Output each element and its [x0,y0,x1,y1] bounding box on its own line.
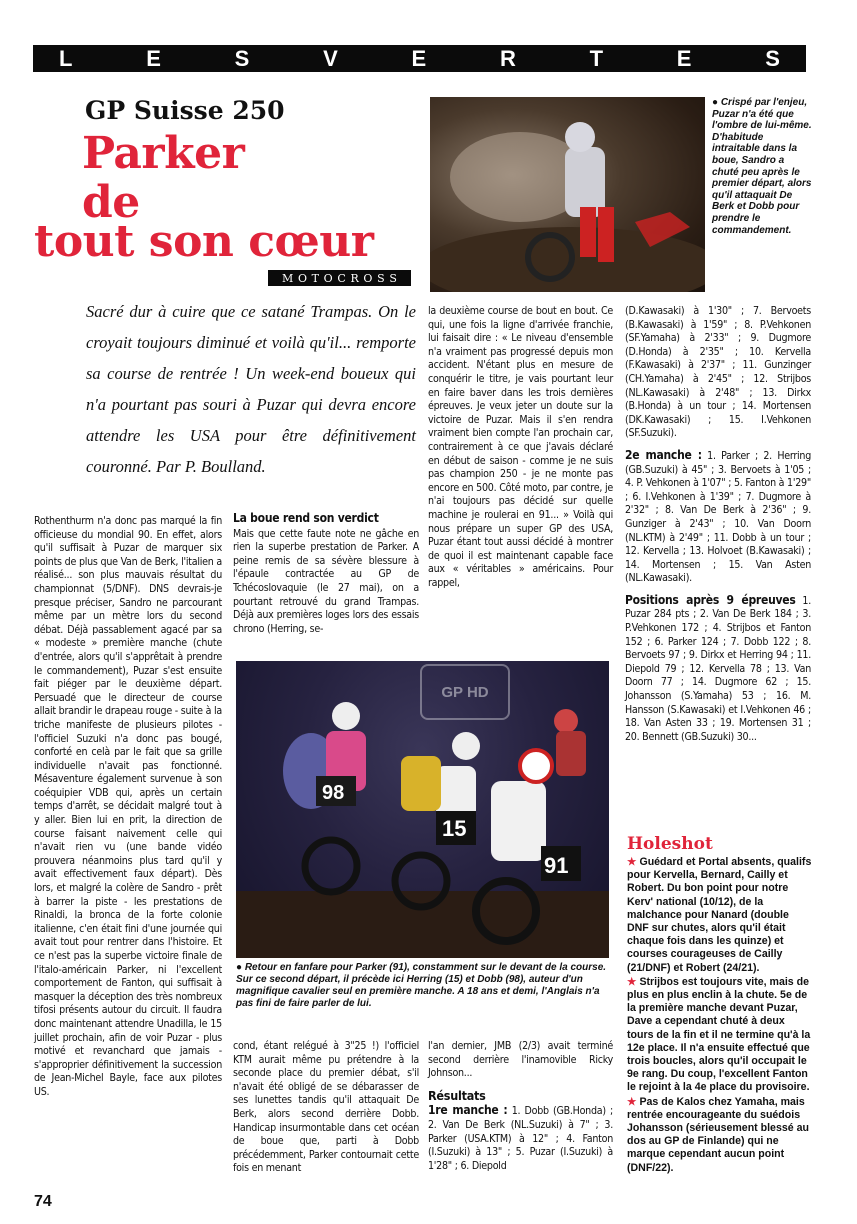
article-intro: Sacré dur à cuire que ce satané Trampas. On le croyait toujours diminué et voilà qu'il... remporte sa course de rentrée ! Un week-end boueux qui n'a pourtant pas souri à Puzar qui devra encore attendre les USA pour être définitivement couronné. Par P. Boulland. [86,302,416,476]
holeshot-text: Strijbos est toujours vite, mais de plus en plus enclin à la chute. 5e de la première manche devant Puzar, Dave a cependant chuté à deux tours de la fin et il ne termine qu'à la 12e place. Il n'a ensuite effectué que trois boucles, alors qu'il occupait le 9e rang. Du coup, l'excellent Fanton le rejoint à la 4e place du provisoire. [627,975,811,1094]
holeshot-item [627,1096,813,1175]
manche1-continued: (D.Kawasaki) à 1'30" ; 7. Bervoets (B.Kawasaki) à 1'59" ; 8. P.Vehkonen (SF.Yamaha) à 2'33" ; 9. Dugmore (D.Honda) à 2'35" ; 10. Kervella (F.Kawasaki) à 2'37" ; 11. Gunzinger (CH.Yamaha) à 2'45" ; 12. Strijbos (NL.Kawasaki) à 2'48" ; 13. Dirkx (B.Honda) à un tour ; 14. Mortensen (DK.Kawasaki) ; 15. I.Vehkonen (SF.Suzuki). [625,305,811,440]
rubric-letter: O [323,271,333,285]
rubric-letter: M [282,271,294,285]
headline-line-2: de [82,177,140,228]
results-heading: Résultats [428,1087,486,1103]
holeshot-text: Guédard et Portal absents, qualifs pour Kervella, Bernard, Cailly et Robert. Du bon point pour notre Kerv' national (10/12), de la malchance pour Nanard (double DNF sur chutes, alors qu'il était chaque fois dans les quinze) et courses courageuses de Cailly (21/DNF) et Robert (24/21). [627,856,812,974]
column-text: Mais que cette faute note ne gâche en rien la superbe prestation de Parker. A peine remis de sa sévère blessure à l'épaule contractée au GP de Tchécoslovaquie (le 27 mai), on a pourtant retrouvé du grand Trampas. Déjà aux premières loges lors des essais chrono (Herring, se- [233,527,419,635]
section-subhead: La boue rend son verdict [233,511,379,525]
section-letter: E [676,45,692,71]
rubric-letter: O [297,271,307,285]
holeshot-text: Pas de Kalos chez Yamaha, mais rentrée encourageante du suédois Johansson (sérieusement blessé au dos au GP de Finlande) qui ne marque cependant aucun point (DNF/22). [627,1095,809,1174]
star-icon: ★ [627,975,637,988]
svg-text:91: 91 [544,853,569,878]
article-column-2-continued: cond, étant relégué à 3"25 !) l'officiel KTM aurait même pu prétendre à la seconde place du premier débat, s'il n'avait été obligé de se débarasser de ses lunettes tandis qu'il attaquait De Berk, alors second derrière Dobb. Handicap insurmontable dans cet océan de boue que, parti à Dobb précédemment, Parker contournait cette fois en menant [233,1040,419,1175]
manche1-label: 1re manche : [428,1103,508,1118]
section-letter: R [499,45,516,71]
photo-caption-2: ● Retour en fanfare pour Parker (91), constamment sur le devant de la course. Sur ce second départ, il précède ici Herring (15) et Dobb (98), auteur d'un magnifique cavalier seul en première manche. A 18 ans et demi, l'Anglais n'a pas fini de faire parler de lui. [236,962,607,1009]
rubric-letter: C [337,271,346,285]
article-kicker: GP Suisse 250 [85,96,285,125]
rubric-letter: O [363,271,373,285]
article-column-3: la deuxième course de bout en bout. Ce qui, une fois la ligne d'arrivée franchie, lui faisait dire : « Le niveau d'ensemble n'a vraiment pas progressé depuis mon accident. N'étant plus en mesure de conquérir le titre, je vais pourtant leur en faire baver dans les trois dernières épreuves. Je veux jeter un doute sur la victoire de Puzar. Mais il s'en rendra vraiment bien compte l'an prochain car, contrairement à ce que j'avais déclaré en début de saison - comme je ne suis pas champion 250 - je ne monte pas encore en 500. Côté moto, par contre, je n'ai toujours pas décidé sur quelle machine je roulerai en 91... » Voilà qui nous prépare un super GP des USA, Puzar étant tout aussi décidé à montrer de quoi il est maintenant capable face aux « véritables » américains. Pour rappel, [428,305,613,589]
page-number: 74 [34,1193,52,1210]
section-letter: S [765,45,780,71]
manche2-text: 1. Parker ; 2. Herring (GB.Suzuki) à 45" ; 3. Bervoets à 1'05 ; 4. P. Vehkonen à 1'07" ; 5. Fanton à 1'29" ; 6. I.Vehkonen à 1'39" ; 7. Dugmore à 2'32" ; 8. Van De Berk à 2'36" ; 9. Gunziger à 2'43" ; 10. Van Doorn (NL.KTM) à 2'49" ; 11. Dobb à un tour ; 12. Kervella ; 13. Holvoet (B.Kawasaki) ; 14. Mortensen ; 15. Van Asten (NL.Kawasaki). [625,449,811,585]
caption-text: Crispé par l'enjeu, Puzar n'a été que l'ombre de lui-même. D'habitude intraitable dans la boue, Sandro a chuté peu après le premier départ, alors qu'il attaquait De Berk et Dobb pour prendre le commandement. [712,97,812,236]
star-icon: ★ [627,1095,637,1108]
holeshot-item [627,856,813,975]
photo-caption-1: ● Crispé par l'enjeu, Puzar n'a été que l'ombre de lui-même. D'habitude intraitable dans la boue, Sandro a chuté peu après le premier départ, alors qu'il attaquait De Berk et Dobb pour prendre le commandement. [712,97,812,236]
column-text: l'an dernier, JMB (2/3) avait terminé second derrière l'inamovible Ricky Johnson... [428,1040,613,1080]
article-column-2 [233,512,419,636]
article-column-1: Rothenthurm n'a donc pas marqué la fin officieuse du mondial 90. En effet, alors qu'il suffisait à Puzar de marquer six points de plus que Van de Berk, l'italien a réalisé... son plus mauvais résultat du championnat (5/DNF). DNS devrais-je presque préciser, Sandro ne parcourant même par un mètre lors du second débat. Déjà passablement agacé par sa « modeste » première manche (chute d'entrée, alors qu'il s'apprêtait à prendre le commandement), Puzar s'est ensuite fait piéger par le deuxième départ. Persuadé que le directeur de course allait brandir le drapeau rouge - suite à la triche manifeste de plusieurs pilotes - l'officiel Suzuki n'a donc pas bougé, conforté en celà par le fait que sa grille individuelle n'avait pas fonctionné. Mésaventure également survenue à son coéquipier VDB qui, après un certain temps d'arrêt, se décidait malgré tout à y aller. Bien lui en prit, la direction de course faisant naivement celle qui n'avait rien vu (une bande vidéo prouvera néanmoins plus tard qu'il y avait effectivement faux départ). Dès lors, et malgré la colère de Sandro - prêt à barrer la piste - les prestations de Rinaldi, la bronca de la forte colonie italienne, c'en était fini d'une journée qui avait tout pour rentrer dans l'histoire. Et ce n'est pas la superbe victoire finale de l'italo-américain Parker, ni l'excellent comportement de Fanton, qui suffisait à masquer la déception des très nombreux tifosi présents autour du circuit. Il faudra donc maintenant attendre Unadilla, le 15 juillet prochain, afin de voir Puzar - plus motivé et revanchard que jamais - s'approprier définitivement la succession de Jean-Michel Bayle, face aux pilotes US. [34,515,222,1098]
headline-line-3: tout son cœur [34,216,374,267]
watermark-logo: GP HD [420,664,510,720]
photo-rider-crash [430,97,705,292]
results-section [428,1040,613,1173]
section-letter: V [323,45,338,71]
section-letter: T [589,45,604,71]
svg-text:98: 98 [322,782,345,804]
rubric-letter: S [389,271,397,285]
section-letter: E [146,45,161,71]
manche1-text: 1. Dobb (GB.Honda) ; 2. Van De Berk (NL.Suzuki) à 7" ; 3. Parker (USA.KTM) à 12" ; 4. Fanton (I.Suzuki) à 13" ; 5. Puzar (I.Suzuki) à 1'28" ; 6. Diepold [428,1105,613,1172]
positions-text: 1. Puzar 284 pts ; 2. Van De Berk 184 ; 3. P.Vehkonen 172 ; 4. Strijbos et Fanton 152 ; 6. Parker 124 ; 7. Dobb 122 ; 8. Bervoets 97 ; 9. Dirkx et Herring 94 ; 11. Diepold 79 ; 12. Kervella 78 ; 13. Van Doorn 77 ; 14. Dugmore 62 ; 15. Johansson (S.Yamaha) 53 ; 16. M. Hansson (S.Kawasaki) et I.Vehkonen 46 ; 18. Van Asten 33 ; 19. Mortensen 31 ; 20. Bennett (GB.Suzuki) 30... [625,594,811,743]
manche2-results [625,449,811,586]
positions-label: Positions après 9 épreuves [625,592,796,607]
holeshot-notes [627,856,813,1176]
headline-line-1: Parker [82,128,245,179]
manche2-label: 2e manche : [625,447,702,462]
holeshot-item [627,976,813,1095]
section-letter: L [59,45,73,71]
svg-text:15: 15 [442,816,467,841]
rubric-letter: T [311,271,319,285]
star-icon: ★ [627,856,637,868]
section-letter: E [411,45,427,71]
section-letter: S [234,45,250,71]
rubric-letter: S [377,271,385,285]
results-column [625,305,811,744]
rubric-bar [268,270,411,286]
section-header-bar [33,45,806,72]
holeshot-title: Holeshot [627,834,713,854]
standings [625,594,811,745]
caption-text: Retour en fanfare pour Parker (91), constamment sur le devant de la course. Sur ce second départ, il précède ici Herring (15) et Dobb (98), auteur d'un magnifique cavalier seul en première manche. A 18 ans et demi, l'Anglais n'a pas fini de faire parler de lui. [236,962,607,1009]
rubric-letter: R [350,271,359,285]
